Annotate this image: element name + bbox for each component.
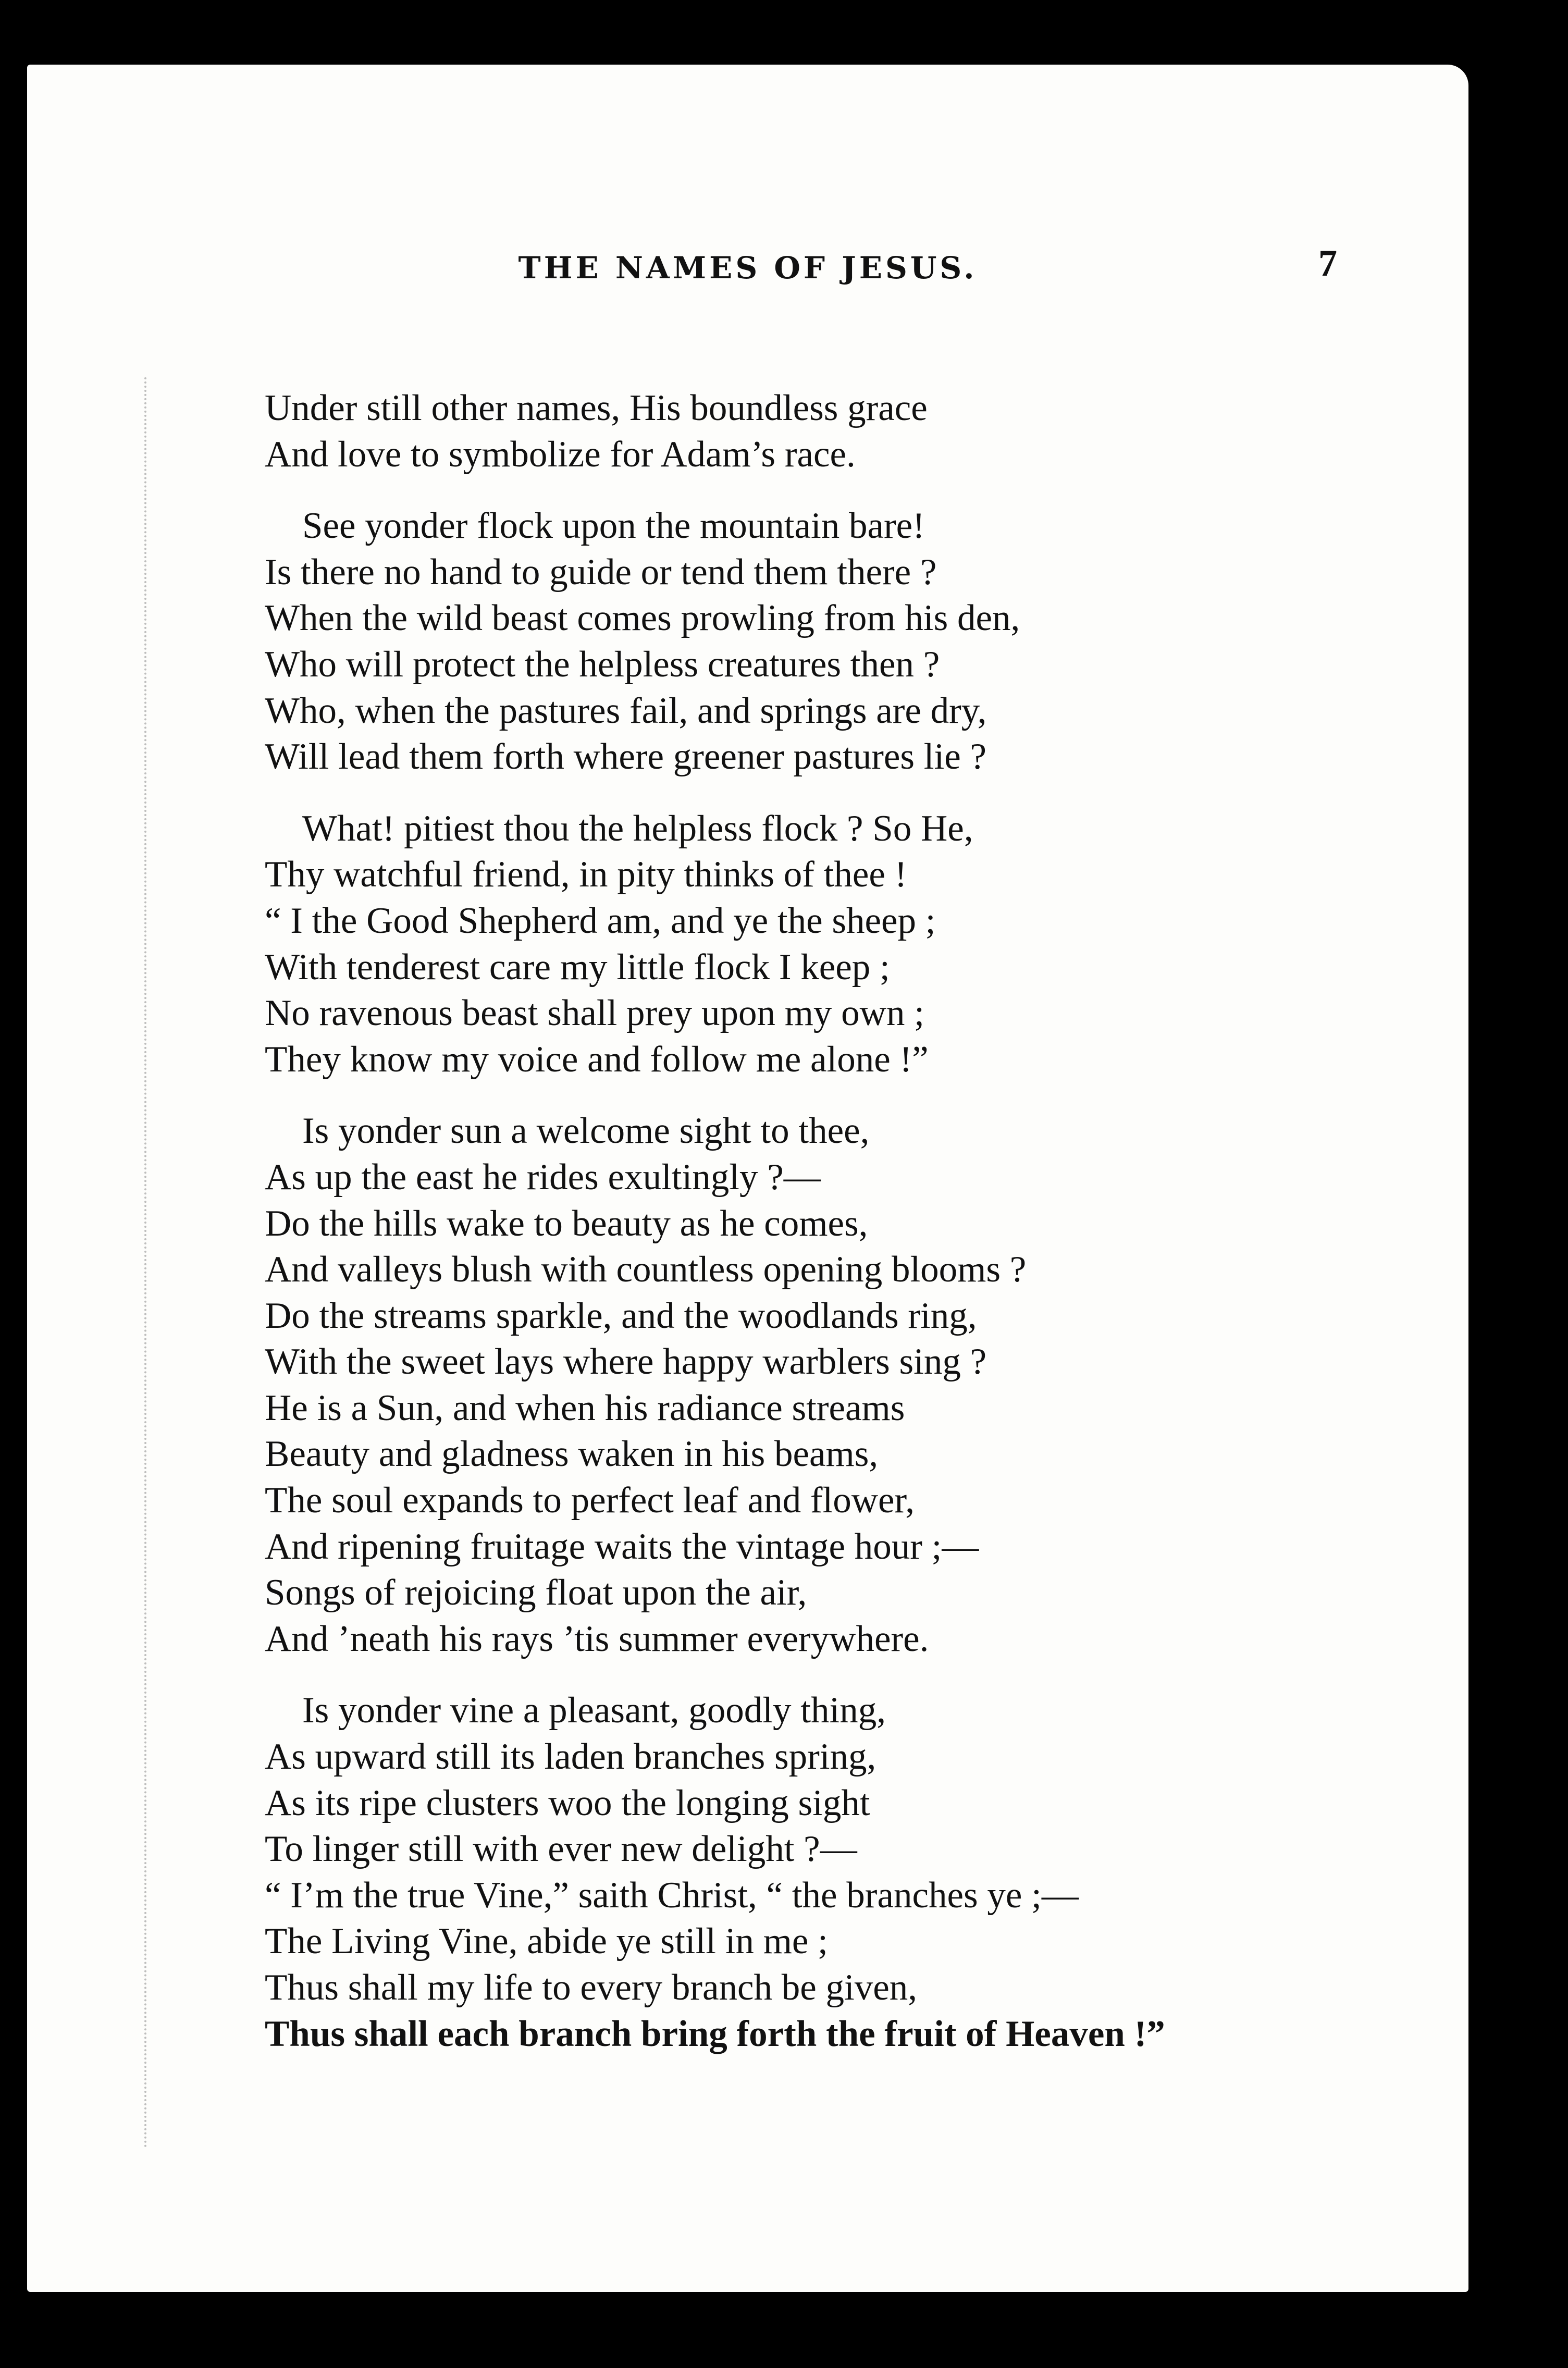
poem-line: Beauty and gladness waken in his beams, — [265, 1434, 879, 1475]
stanza — [265, 1687, 1427, 2057]
poem-line: And love to symbolize for Adam’s race. — [265, 434, 856, 475]
poem-line: Do the streams sparkle, and the woodlands ring, — [265, 1295, 977, 1336]
poem-line: Who will protect the helpless creatures then ? — [265, 644, 940, 685]
poem-line: He is a Sun, and when his radiance streams — [265, 1387, 905, 1428]
poem-line: With tenderest care my little flock I keep ; — [265, 946, 890, 988]
poem-line: See yonder flock upon the mountain bare! — [302, 505, 925, 547]
poem-line: Is there no hand to guide or tend them there ? — [265, 551, 937, 593]
poem-line: To linger still with ever new delight ?— — [265, 1829, 857, 1870]
running-head: THE NAMES OF JESUS. — [518, 250, 978, 286]
poem-line: What! pitiest thou the helpless flock ? So He, — [302, 808, 973, 849]
stanza — [265, 806, 1427, 1083]
poem-line: The Living Vine, abide ye still in me ; — [265, 1921, 828, 1962]
poem-line: With the sweet lays where happy warblers sing ? — [265, 1341, 987, 1383]
poem-line: The soul expands to perfect leaf and flower, — [265, 1480, 915, 1521]
poem-line: As up the east he rides exultingly ?— — [265, 1156, 821, 1198]
poem-line: Will lead them forth where greener pastures lie ? — [265, 736, 986, 778]
stanza — [265, 1108, 1427, 1662]
poem-line: And ’neath his rays ’tis summer everywhere. — [265, 1618, 929, 1659]
poem-line: Is yonder vine a pleasant, goodly thing, — [302, 1690, 886, 1731]
poem-line: And valleys blush with countless opening blooms ? — [265, 1249, 1027, 1290]
poem-line: “ I the Good Shepherd am, and ye the sheep ; — [265, 900, 936, 941]
poem-line: Under still other names, His boundless grace — [265, 388, 928, 428]
poem-line: As its ripe clusters woo the longing sight — [265, 1782, 870, 1823]
book-page — [27, 65, 1468, 2292]
poem-line: As upward still its laden branches spring, — [265, 1736, 876, 1778]
poem-line: And ripening fruitage waits the vintage hour ;— — [265, 1526, 979, 1567]
page-binding-edge — [144, 377, 167, 2149]
poem-line: When the wild beast comes prowling from his den, — [265, 598, 1020, 639]
stanza — [265, 503, 1427, 780]
poem-line: Do the hills wake to beauty as he comes, — [265, 1203, 868, 1244]
poem-line: Thy watchful friend, in pity thinks of thee ! — [265, 854, 907, 895]
poem-line: Who, when the pastures fail, and springs are dry, — [265, 690, 987, 731]
poem-body — [265, 385, 1427, 2082]
stanza — [265, 385, 1427, 477]
poem-line: Songs of rejoicing float upon the air, — [265, 1572, 807, 1613]
poem-line: No ravenous beast shall prey upon my own ; — [265, 993, 924, 1034]
poem-line: “ I’m the true Vine,” saith Christ, “ the branches ye ;— — [265, 1874, 1079, 1916]
poem-line: Is yonder sun a welcome sight to thee, — [302, 1111, 870, 1152]
page-number: 7 — [1318, 242, 1337, 284]
poem-line: Thus shall my life to every branch be given, — [265, 1967, 917, 2008]
poem-line: Thus shall each branch bring forth the fruit of Heaven !” — [265, 2013, 1165, 2054]
poem-line: They know my voice and follow me alone !” — [265, 1039, 929, 1080]
